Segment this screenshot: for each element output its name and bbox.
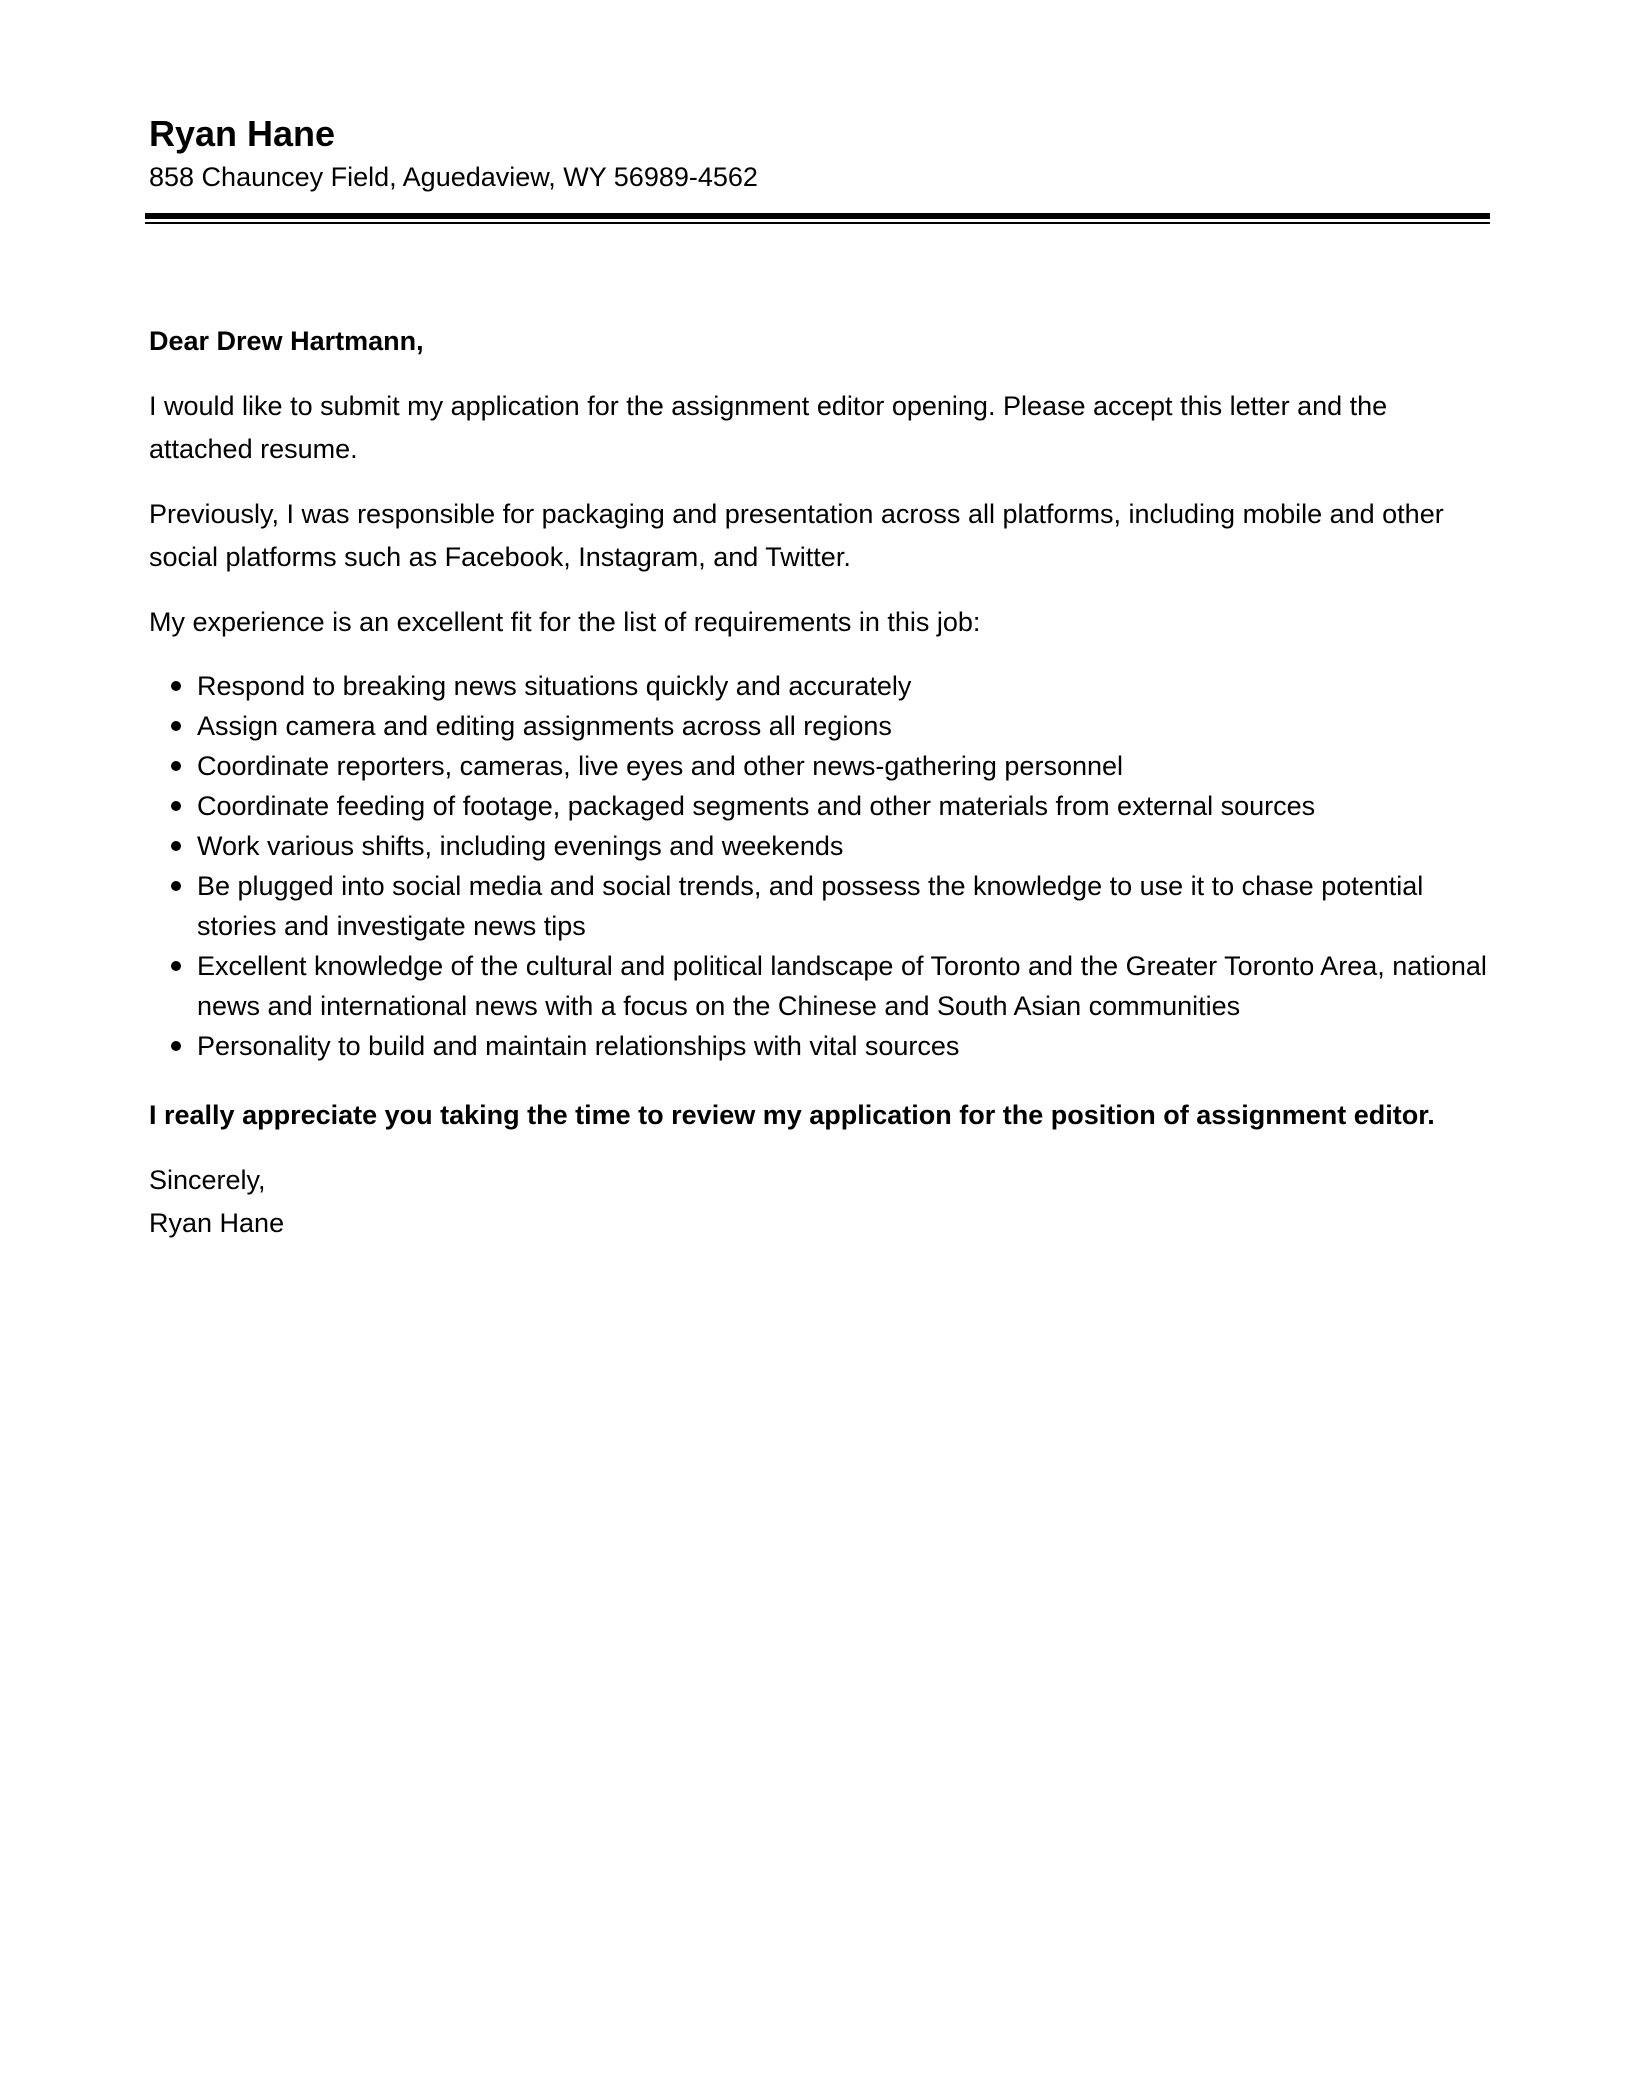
bullet-icon xyxy=(171,761,181,771)
list-item xyxy=(149,946,1494,1026)
header-divider-thick xyxy=(145,213,1490,219)
bullet-icon xyxy=(171,721,181,731)
bullet-icon xyxy=(171,961,181,971)
requirement-text: Respond to breaking news situations quickly and accurately xyxy=(197,671,912,701)
requirement-text: Work various shifts, including evenings and weekends xyxy=(197,831,844,861)
requirement-text: Coordinate reporters, cameras, live eyes and other news-gathering personnel xyxy=(197,751,1124,781)
bullet-icon xyxy=(171,801,181,811)
header-divider-thin xyxy=(145,222,1490,224)
sender-address: 858 Chauncey Field, Aguedaview, WY 56989-4562 xyxy=(149,162,758,192)
bullet-icon xyxy=(171,1041,181,1051)
list-item xyxy=(149,1026,1494,1066)
list-item xyxy=(149,786,1494,826)
requirement-text: Excellent knowledge of the cultural and political landscape of Toronto and the Greater Toronto Area, national news and international news with a focus on the Chinese and South Asian communities xyxy=(197,951,1487,1021)
list-item xyxy=(149,866,1494,946)
bullet-icon xyxy=(171,881,181,891)
requirement-text: Assign camera and editing assignments across all regions xyxy=(197,711,892,741)
list-item xyxy=(149,826,1494,866)
letter-header xyxy=(149,112,1489,196)
signoff: Sincerely, xyxy=(149,1165,266,1195)
requirement-text: Be plugged into social media and social trends, and possess the knowledge to use it to chase potential stories and investigate news tips xyxy=(197,871,1424,941)
closing-statement: I really appreciate you taking the time to review my application for the position of assignment editor. xyxy=(149,1100,1435,1130)
signature-name: Ryan Hane xyxy=(149,1208,285,1238)
bullet-icon xyxy=(171,681,181,691)
requirements-list xyxy=(149,666,1494,1066)
bullet-icon xyxy=(171,841,181,851)
intro-paragraph: I would like to submit my application for the assignment editor opening. Please accept this letter and the attached resume. xyxy=(149,391,1388,464)
experience-paragraph: Previously, I was responsible for packaging and presentation across all platforms, including mobile and other social platforms such as Facebook, Instagram, and Twitter. xyxy=(149,499,1444,572)
salutation: Dear Drew Hartmann, xyxy=(149,326,424,356)
list-item xyxy=(149,706,1494,746)
list-item xyxy=(149,666,1494,706)
sender-name: Ryan Hane xyxy=(149,113,336,154)
list-item xyxy=(149,746,1494,786)
fit-paragraph: My experience is an excellent fit for the list of requirements in this job: xyxy=(149,607,981,637)
letter-body xyxy=(149,320,1494,1245)
requirement-text: Coordinate feeding of footage, packaged segments and other materials from external sources xyxy=(197,791,1316,821)
requirement-text: Personality to build and maintain relationships with vital sources xyxy=(197,1031,960,1061)
